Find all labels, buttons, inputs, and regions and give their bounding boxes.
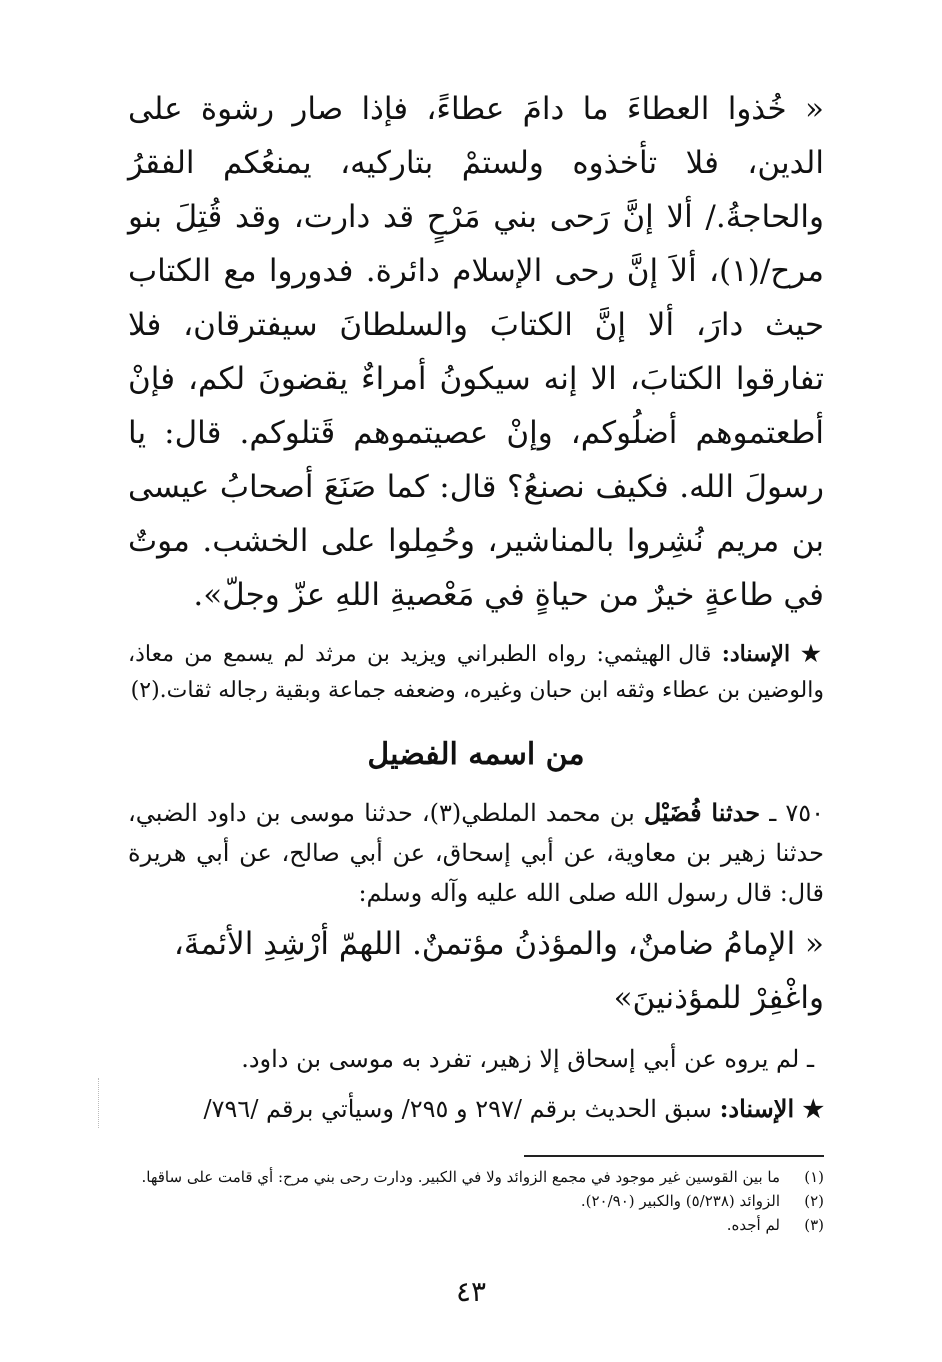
hadith-750-isnad (128, 1089, 824, 1129)
hadith-number: ٧٥٠ ـ (769, 799, 824, 827)
book-page (128, 82, 824, 1332)
hadith-750-chain (128, 793, 824, 913)
footnote-number: (١) (804, 1168, 824, 1186)
isnad-label: ★ الإسناد: (721, 641, 824, 667)
footnote-item (128, 1189, 824, 1213)
isnad-label-2: ★ الإسناد: (719, 1094, 824, 1123)
isnad-text: قال الهيثمي: رواه الطبراني ويزيد بن مرثد لم يسمع من معاذ، والوضين بن عطاء وثقه ابن حبان وغيره، وضعفه جماعة وبقية رجاله ثقات.(٢) (128, 642, 824, 703)
margin-mark (98, 1078, 101, 1128)
hadith-750-text: « الإمامُ ضامنٌ، والمؤذنُ مؤتمنٌ. اللهمّ أرْشِدِ الأئمةَ، واغْفِرْ للمؤذنينَ» (173, 926, 824, 1016)
footnote-item (128, 1213, 824, 1237)
isnad-paragraph (128, 636, 824, 709)
footnote-text: الزوائد (٥/٢٣٨) والكبير (٢٠/٩٠). (580, 1192, 780, 1210)
section-heading: من اسمه الفضيل (367, 737, 585, 772)
hadith-opening: حدثنا فُضَيْل (643, 798, 761, 827)
footnotes-list (128, 1165, 824, 1237)
footnote-text: لم أجده. (726, 1216, 780, 1234)
isnad-text-2: سبق الحديث برقم /٢٩٧ و ٢٩٥/ وسيأتي برقم /٧٩٦/ (203, 1095, 712, 1123)
footnote-number: (٢) (804, 1192, 824, 1210)
hadith-750-note: ـ لم يروه عن أبي إسحاق إلا زهير، تفرد به موسى بن داود. (241, 1045, 814, 1073)
page-number: ٤٣ (455, 1275, 487, 1308)
hadith-chain: بن محمد الملطي(٣)، حدثنا موسى بن داود الضبي، حدثنا زهير بن معاوية، عن أبي إسحاق، عن أبي صالح، عن أبي هريرة قال: قال رسول الله صلى الله عليه وآله وسلم: (128, 799, 824, 907)
footnote-number: (٣) (804, 1216, 824, 1234)
footnote-text: ما بين القوسين غير موجود في مجمع الزوائد ولا في الكبير. ودارت رحى بني مرح: أي قامت على ساقها. (141, 1168, 780, 1186)
hadith-continuation-text: « خُذوا العطاءَ ما دامَ عطاءً، فإذا صار رشوة على الدين، فلا تأخذوه ولستمْ بتاركيه، يمنعُكم الفقرُ والحاجةُ./ ألا إنَّ رَحى بني مَرْحٍ قد دارت، وقد قُتِلَ بنو مرح/(١)، ألاَ إنَّ رحى الإسلام دائرة. فدوروا مع الكتاب حيث دارَ، ألا إنَّ الكتابَ والسلطانَ سيفترقان، فلا تفارقوا الكتابَ، الا إنه سيكونُ أمراءٌ يقضونَ لكم، فإنْ أطعتموهم أضلُوكم، وإنْ عصيتموهم قَتلوكم. قال: يا رسولَ الله. فكيف نصنعُ؟ قال: كما صَنَعَ أصحابُ عيسى بن مريم نُشِروا بالمناشير، وحُمِلوا على الخشب. موتٌ في طاعةٍ خيرٌ من حياةٍ في مَعْصيةِ اللهِ عزّ وجلّ». (128, 91, 824, 613)
footnote-separator (524, 1155, 824, 1157)
footnote-item (128, 1165, 824, 1189)
